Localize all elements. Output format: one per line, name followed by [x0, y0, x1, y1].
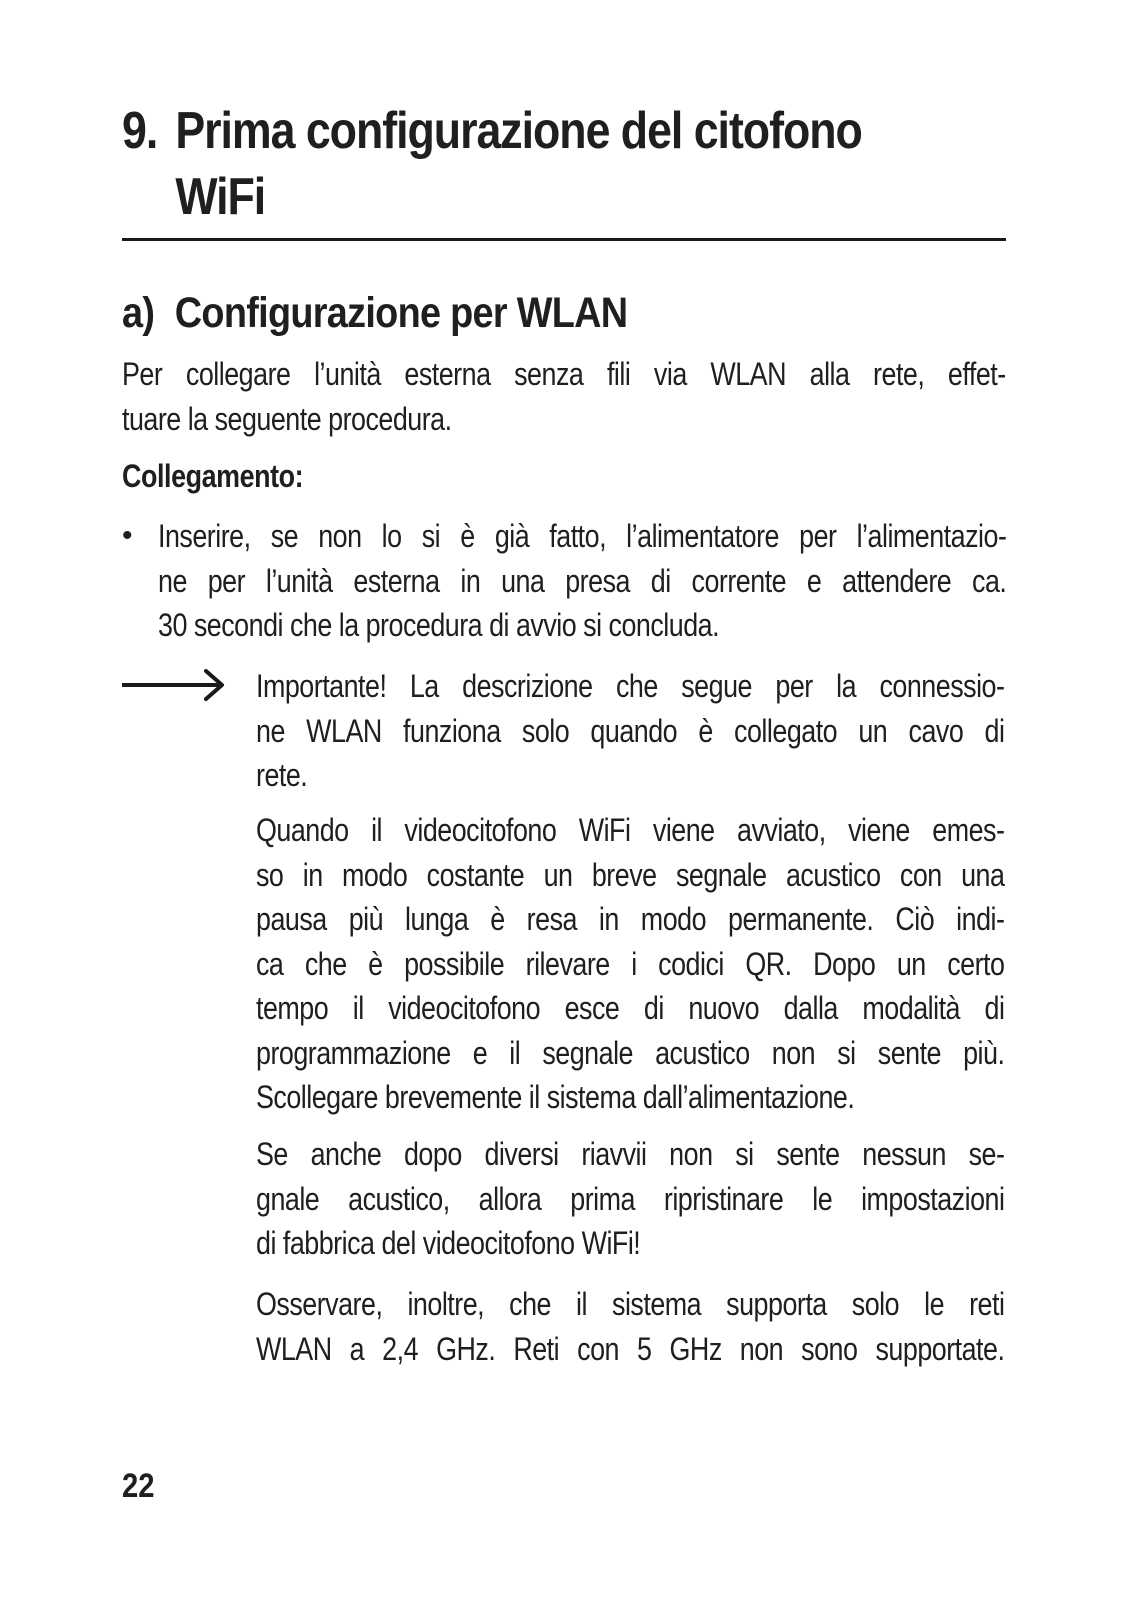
note-frequency [256, 1282, 1004, 1371]
chapter-title-line-2: WiFi [175, 168, 266, 226]
text-line: Inserire, se non lo si è già fatto, l’alimentatore per l’alimentazio- [158, 518, 1007, 554]
text-line: 30 secondi che la procedura di avvio si concluda. [158, 607, 720, 643]
text-line: ne per l’unità esterna in una presa di corrente e attendere ca. [158, 562, 1007, 599]
text-line: ne WLAN funziona solo quando è collegato un cavo di [256, 712, 1005, 749]
text-line: pausa più lunga è resa in modo permanente. Ciò indi- [256, 901, 1005, 937]
text-line: programmazione e il segnale acustico non si sente più. [256, 1034, 1005, 1071]
note-factory-reset [256, 1132, 1004, 1266]
text-line: Scollegare brevemente il sistema dall’alimentazione. [256, 1079, 855, 1115]
title-divider [122, 238, 1006, 241]
text-line: di fabbrica del videocitofono WiFi! [256, 1225, 641, 1261]
chapter-number: 9. [122, 102, 158, 160]
text-line: gnale acustico, allora prima ripristinare le impostazioni [256, 1180, 1005, 1217]
text-line: ca che è possibile rilevare i codici QR. Dopo un certo [256, 945, 1005, 982]
bullet-marker: • [122, 519, 133, 552]
text-line: tempo il videocitofono esce di nuovo dalla modalità di [256, 990, 1005, 1026]
chapter-title-line-1: Prima configurazione del citofono [175, 102, 862, 160]
manual-page [122, 0, 1006, 1600]
note-important [256, 664, 1004, 798]
text-line: Importante! La descrizione che segue per la connessio- [256, 668, 1005, 704]
chapter-title [122, 98, 882, 230]
text-line: tuare la seguente procedura. [122, 400, 452, 437]
text-line: rete. [256, 757, 308, 793]
page-number: 22 [122, 1467, 155, 1505]
section-label: a) [122, 289, 155, 337]
text-line: Quando il videocitofono WiFi viene avviato, viene emes- [256, 812, 1005, 848]
bullet-item [158, 514, 1006, 648]
section-title-text: Configurazione per WLAN [174, 289, 628, 337]
right-arrow-icon [122, 668, 226, 702]
text-line: Se anche dopo diversi riavvii non si sente nessun se- [256, 1136, 1005, 1172]
section-title [122, 288, 900, 338]
text-line: so in modo costante un breve segnale acustico con una [256, 856, 1005, 893]
text-line: Per collegare l’unità esterna senza fili via WLAN alla rete, effet- [122, 356, 1006, 392]
note-startup-signal [256, 808, 1004, 1120]
text-line: Osservare, inoltre, che il sistema supporta solo le reti [256, 1286, 1005, 1322]
subheading-collegamento: Collegamento: [122, 458, 304, 494]
text-line: WLAN a 2,4 GHz. Reti con 5 GHz non sono supportate. [256, 1330, 1005, 1367]
intro-paragraph [122, 352, 1006, 441]
